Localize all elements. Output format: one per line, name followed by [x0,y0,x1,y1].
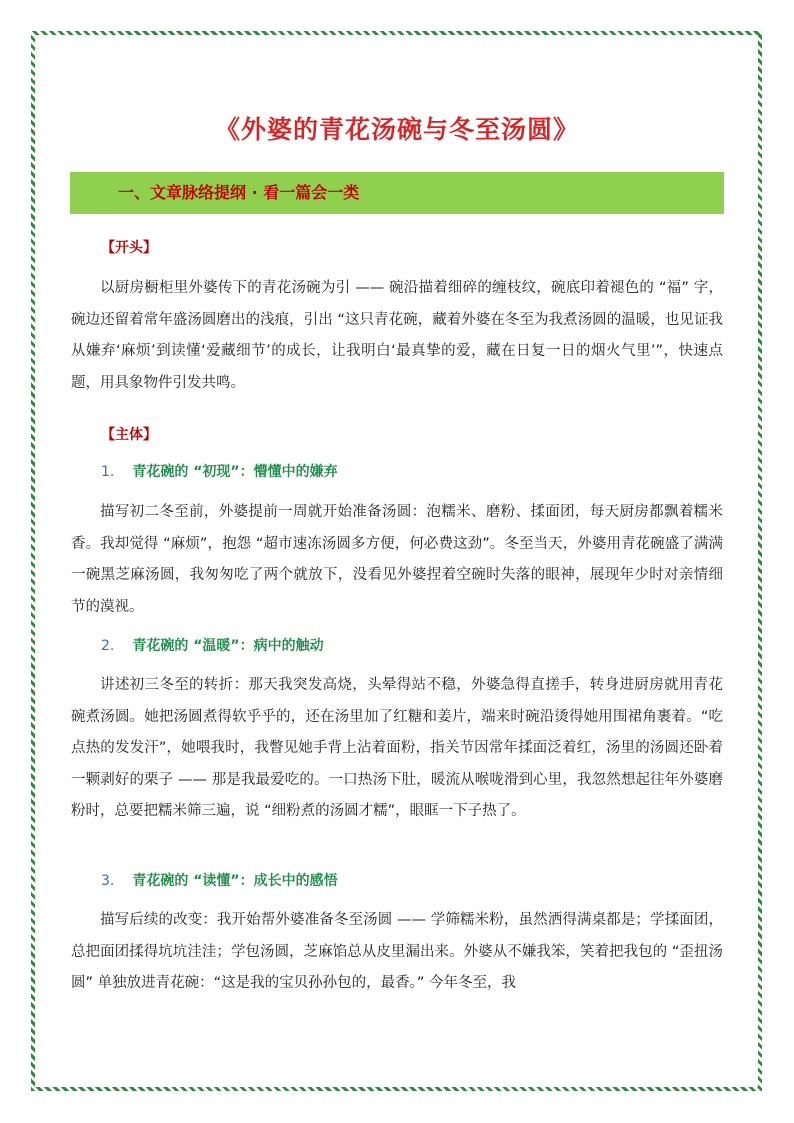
item-number: 2. [101,638,115,654]
item-heading-3 [101,870,338,890]
item-heading-1 [101,461,338,481]
page-title: 《外婆的青花汤碗与冬至汤圆》 [214,115,579,144]
body-label: 【主体】 [101,427,157,443]
item-heading-text: 青花碗的 “温暖”：病中的触动 [132,638,324,654]
item-heading-2 [101,635,324,655]
item-number: 1. [101,464,115,480]
item-number: 3. [101,873,115,889]
item-heading-text: 青花碗的 “初现”：懵懂中的嫌弃 [132,464,338,480]
item-paragraph-1: 描写初二冬至前，外婆提前一周就开始准备汤圆：泡糯米、磨粉、揉面团，每天厨房都飘着糯米香。我却觉得 “麻烦”，抱怨 “超市速冻汤圆多方便，何必费这劲”。冬至当天，外婆用青花碗盛了满满一碗黑芝麻汤圆，我匆匆吃了两个就放下，没看见外婆捏着空碗时失落的眼神，展现年少时对亲情细节的漠视。 [71,504,723,615]
opening-paragraph: 以厨房橱柜里外婆传下的青花汤碗为引 —— 碗沿描着细碎的缠枝纹，碗底印着褪色的 “福” 字，碗边还留着常年盛汤圆磨出的浅痕，引出 “这只青花碗，藏着外婆在冬至为我煮汤圆的温暖，也见证我从嫌弃‘麻烦’到读懂‘爱藏细节’的成长，让我明白‘最真挚的爱，藏在日复一日的烟火气里’”，快速点题，用具象物件引发共鸣。 [71,280,723,391]
item-paragraph-2: 讲述初三冬至的转折：那天我突发高烧，头晕得站不稳，外婆急得直搓手，转身进厨房就用青花碗煮汤圆。她把汤圆煮得软乎乎的，还在汤里加了红糖和姜片，端来时碗沿烫得她用围裙角裹着。“吃点热的发发汗”，她喂我时，我瞥见她手背上沾着面粉，指关节因常年揉面泛着红，汤里的汤圆还卧着一颗剥好的栗子 —— 那是我最爱吃的。一口热汤下肚，暖流从喉咙滑到心里，我忽然想起往年外婆磨粉时，总要把糯米筛三遍，说 “细粉煮的汤圆才糯”，眼眶一下子热了。 [71,677,723,819]
opening-label: 【开头】 [101,240,157,256]
item-heading-text: 青花碗的 “读懂”：成长中的感悟 [132,873,338,889]
section-banner: 一、文章脉络提纲 · 看一篇会一类 [70,172,724,214]
item-paragraph-3: 描写后续的改变：我开始帮外婆准备冬至汤圆 —— 学筛糯米粉，虽然洒得满桌都是；学揉面团，总把面团揉得坑坑洼洼；学包汤圆，芝麻馅总从皮里漏出来。外婆从不嫌我笨，笑着把我包的 “歪扭汤圆” 单独放进青花碗：“这是我的宝贝孙孙包的，最香。” 今年冬至，我 [71,912,723,991]
